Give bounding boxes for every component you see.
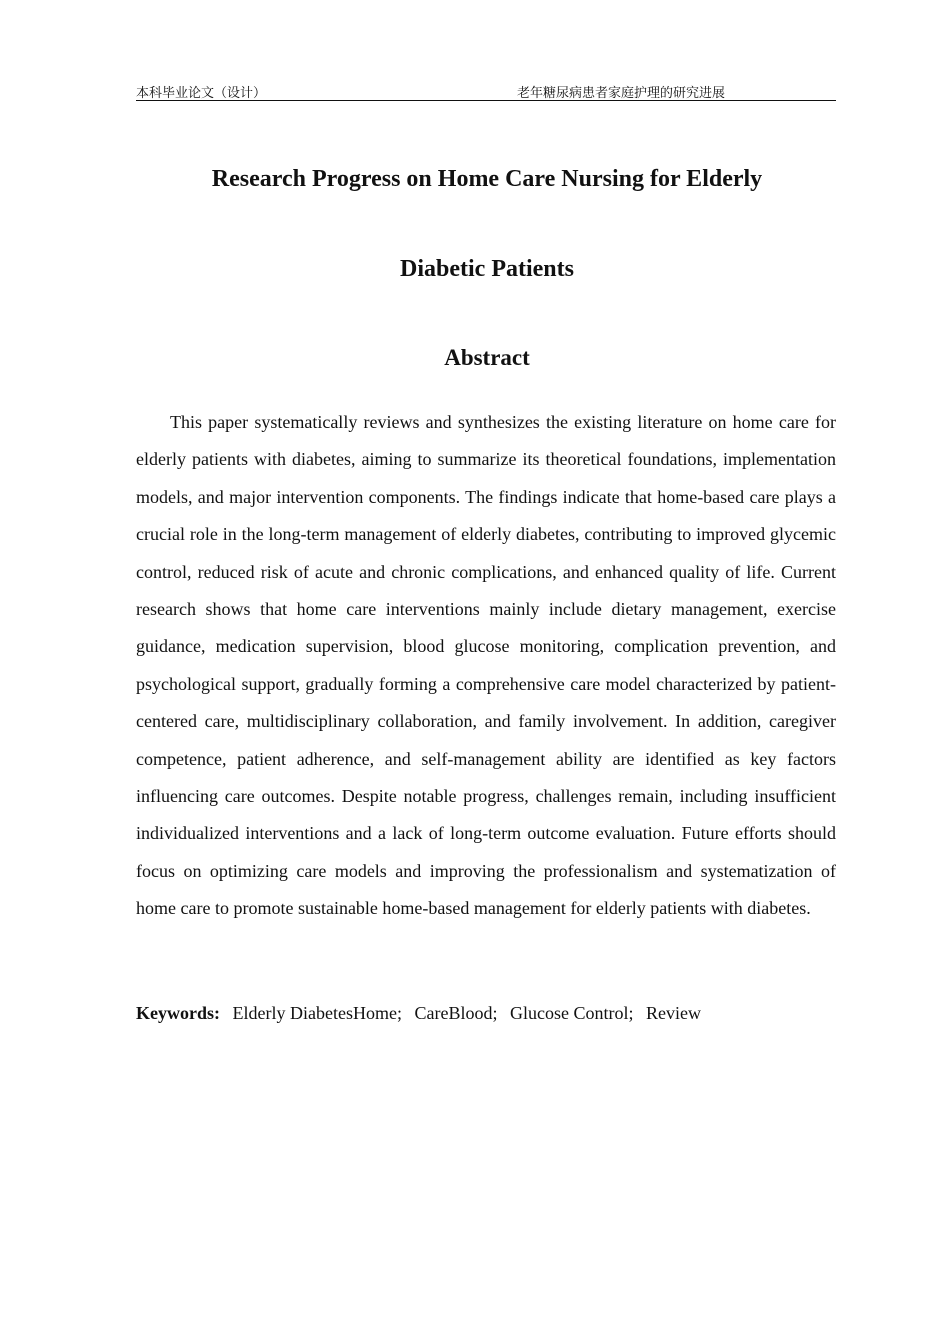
header-thesis-label: 本科毕业论文（设计）	[136, 86, 267, 101]
keyword-item: CareBlood	[414, 1003, 493, 1023]
keyword-separator: ;	[396, 1003, 402, 1023]
paper-title-line-2: Diabetic Patients	[400, 256, 574, 282]
abstract-heading: Abstract	[444, 345, 530, 370]
keywords-label: Keywords:	[136, 1003, 220, 1023]
keyword-item: Elderly DiabetesHome	[232, 1003, 397, 1023]
keyword-separator: ;	[492, 1003, 498, 1023]
running-header	[136, 80, 836, 101]
paper-title-line-1: Research Progress on Home Care Nursing for Elderly	[211, 166, 763, 192]
keyword-item: Glucose Control	[509, 1003, 629, 1023]
keyword-item: Review	[646, 1003, 701, 1023]
keyword-separator: ;	[628, 1003, 634, 1023]
header-thesis-topic: 老年糖尿病患者家庭护理的研究进展	[517, 86, 726, 101]
keywords-line	[136, 1003, 836, 1024]
abstract-body: This paper systematically reviews and synthesizes the existing literature on home care for elderly patients with diabetes, aiming to summarize its theoretical foundations, implementation models, and major intervention components. The findings indicate that home-based care plays a crucial role in the long-term management of elderly diabetes, contributing to improved glycemic control, reduced risk of acute and chronic complications, and enhanced quality of life. Current research shows that home care interventions mainly include dietary management, exercise guidance, medication supervision, blood glucose monitoring, complication prevention, and psychological support, gradually forming a comprehensive care model characterized by patient-centered care, multidisciplinary collaboration, and family involvement. In addition, caregiver competence, patient adherence, and self-management ability are identified as key factors influencing care outcomes. Despite notable progress, challenges remain, including insufficient individualized interventions and a lack of long-term outcome evaluation. Future efforts should focus on optimizing care models and improving the professionalism and systematization of home care to promote sustainable home-based management for elderly patients with diabetes.	[136, 412, 836, 919]
